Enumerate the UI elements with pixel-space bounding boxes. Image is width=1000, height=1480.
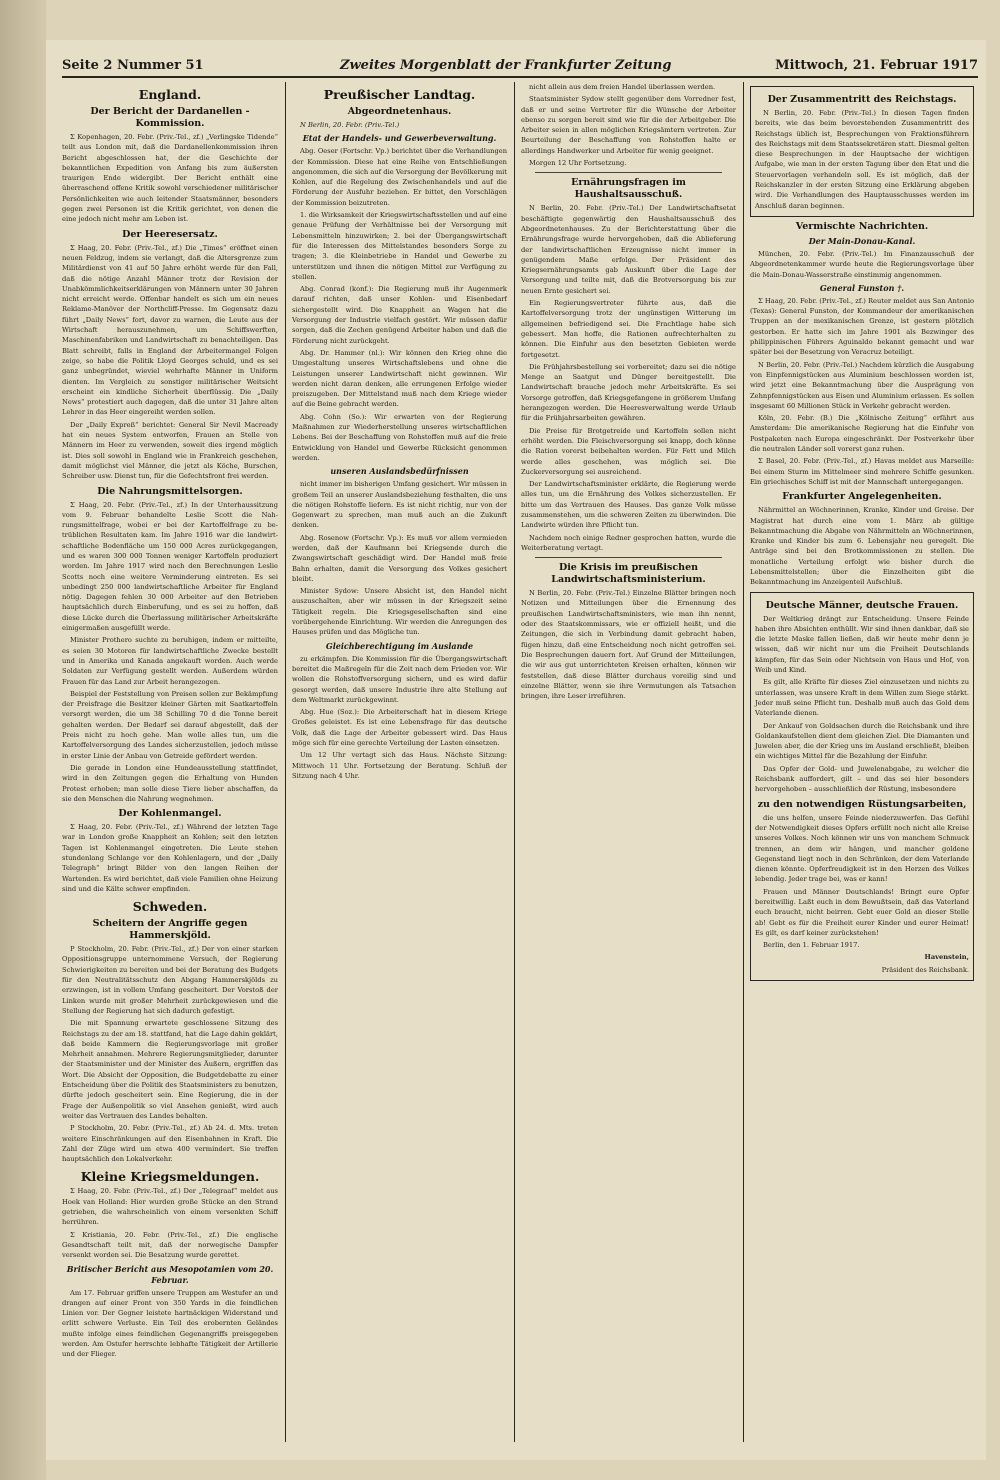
article-schweden-1: P Stockholm, 20. Febr. (Priv.-Tel., zf.) Der von einer starken Oppositionsgruppe unternommene Versuch, der Regierung Schwierigkeiten zu bereiten und bei der Beratung des Budgets für den Neutralitätsschutz den Abgang Hammerskjölds zu erzwingen, ist in vollem Umfang gescheitert. Der Vorstoß der Linken wurde mit großer Mehrheit zurückgewiesen und die Stellung der Regierung hat sich dadurch gefestigt. <box>62 945 278 1015</box>
article-kleine-1: Σ Haag, 20. Febr. (Priv.-Tel., zf.) Der „Telegraaf“ meldet aus Hoek van Holland: Hier wurden große Stücke an den Strand getrieben, die wahrscheinlich von einem versenkten Schiff herrühren. <box>62 1187 278 1227</box>
aufruf-3: Der Ankauf von Goldsachen durch die Reichsbank und ihre Goldankaufstellen dient dem gleichen Ziel. Die Diamanten und Juwelen aber, die der Krieg uns im Ausland erschließt, bleiben ein wichtiges Mittel für die Bezahlung der Einfuhr. <box>755 721 969 761</box>
heading-krisis: Die Krisis im preußischen Landwirtschaftsministerium. <box>551 562 706 586</box>
newspaper-title: Zweites Morgenblatt der Frankfurter Zeitung <box>340 58 672 73</box>
article-nahrung-3: Beispiel der Feststellung von Preisen sollen zur Bekämpfung der Preisfrage die Besitzer kleiner Gärten mit Saatkartoffeln versorgt werden, die um 38 Schilling 70 d die Tonne bereit gehalten werden. Der Bedarf sei darauf abgestellt, daß der Preis nicht zu hoch gehe. Man wolle alles tun, um die Kartoffelversorgung des Landes sicherzustellen, jedoch müsse in erster Linie der Anbau von Getreide gefördert werden. <box>62 689 278 760</box>
column-4 <box>750 82 974 1442</box>
article-sydow: Staatsminister Sydow stellt gegenüber dem Vorredner fest, daß er und seine Vertreter für die Wünsche der Arbeiter ebenso zu sorgen bereit sind wie für die der Arbeitgeber. Die Arbeiter seien in allen möglichen Kriegsämtern vertreten. Zur Beurteilung der Beschaffung von Rohstoffen halte er allerdings Handwerker und Arbeiter für wenig geeignet. <box>521 95 736 155</box>
heading-heeresersatz: Der Heeresersatz. <box>122 228 218 240</box>
divider <box>535 557 722 558</box>
article-ernaehrung-4: Die Preise für Brotgetreide und Kartoffeln sollen nicht erhöht werden. Die Fleischversorgung sei knapp, doch könne die Ration vorerst beibehalten werden. Für Fett und Milch werde alles geschehen, was möglich sei. Die Zuckerversorgung sei ausreichend. <box>521 426 736 476</box>
aufruf-6: Frauen und Männer Deutschlands! Bringt eure Opfer bereitwillig. Laßt euch in dem Bewußtsein, daß das Vaterland euch braucht, nicht beirren. Gebt euer Gold an dieser Stelle ab! Gebt es für die Freiheit eurer Kinder und eurer Heimat! Es gilt, es darf keiner zurückstehen! <box>755 887 969 937</box>
article-kohlenmangel: Σ Haag, 20. Febr. (Priv.-Tel., zf.) Während der letzten Tage war in London große Knappheit an Kohlen; seit den letzten Tagen ist Kohlenmangel eingetreten. Die Leute stehen stundenlang Schlange vor den Kohlenlagern, und der „Daily Telegraph“ bringt Bilder von den langen Reihen der Wartenden. Es wird berichtet, daß viele Familien ohne Heizung sind und die Kälte schwer empfinden. <box>62 823 278 893</box>
masthead-rule <box>62 76 978 78</box>
article-aluminium: N Berlin, 20. Febr. (Priv.-Tel.) Nachdem kürzlich die Ausgabung von Einpfennigstücken aus Aluminium beschlossen worden ist, wird jetzt eine Bekanntmachung über die Ausprägung von Zehnpfennigstücken aus Eisen und Aluminium erlassen. Es sollen insgesamt 60 Millionen Stück in Verkehr gebracht werden. <box>750 360 974 410</box>
heading-kleine-kriegsmeldungen: Kleine Kriegsmeldungen. <box>80 1169 260 1185</box>
heading-ruestungsarbeiten: zu den notwendigen Rüstungsarbeiten, <box>757 798 967 810</box>
aufruf-signature: Havenstein, <box>924 953 969 962</box>
heading-england: England. <box>138 87 202 102</box>
column-2 <box>292 82 507 1442</box>
issue-date: Mittwoch, 21. Februar 1917 <box>775 58 978 73</box>
article-heeresersatz-1: Σ Haag, 20. Febr. (Priv.-Tel., zf.) Die „Times“ eröffnet einen neuen Feldzug, indem sie verlangt, daß die Altersgrenze zum Militärdienst von 41 auf 50 Jahre erhöht werde für den Fall, daß die nötige Anzahl Männer trotz der Revision der Unabkömmlichkeitserklärungen von Männern unter 30 Jahren nicht erreicht werde. Offenbar handelt es sich um ein neues Reklame-Manöver der Northcliff-Presse. Im Gegensatz dazu führt „Daily News“ fort, davor zu warnen, die Leute aus der Wirtschaft herauszunehmen, um Schiffswerften, Maschinenfabriken und Landwirtschaft zu benachteiligen. Das Blatt schreibt, falls in England der Arbeitermangel Folgen zeige, so habe die Politik Lloyd Georges schuld, und es sei ganz unbegründet, wieviel wehrhafte Männer in Uniform dienten. Im Vergleich zu sonstiger militärischer Weitsicht erscheint ein kindliche Sicherheit überflüssig. Die „Daily News“ protestiert auch dagegen, daß die unter 31 Jahre alten Lehrer in das Heer eingereiht werden sollen. <box>62 243 278 417</box>
article-etat-4: Abg. Dr. Hammer (nl.): Wir können den Krieg ohne die Umgestaltung unseres Wirtschaftslebens und ohne die Leistungen unserer Landwirtschaft nicht gewinnen. Wir werden nicht daran denken, alle errungenen Erfolge wieder preiszugeben. Der Mittelstand muß nach dem Kriege wieder auf die Beine gebracht werden. <box>292 348 507 409</box>
article-nahrung-4: Die gerade in London eine Hundeausstellung stattfindet, wird in den Zeitungen gegen die Erhaltung von Hunden Protest erhoben; man solle diese Tiere lieber abschaffen, da sie den Menschen die Nahrung wegnehmen. <box>62 763 278 803</box>
heading-vermischte: Vermischte Nachrichten. <box>795 220 929 232</box>
article-krisis: N Berlin, 20. Febr. (Priv.-Tel.) Einzelne Blätter bringen noch Notizen und Mitteilungen über die Ernennung des preußischen Landwirtschaftsministers, wie man ihn nennt, oder des Staatskommissars, wie er offiziell heißt, und die Zeitungen, die sich in Verbindung damit gebracht haben, fügen hinzu, daß eine Entscheidung noch nicht getroffen sei. Die Besprechungen dauern fort. Auf Grund der Mitteilungen, die wir aus gut unterrichteten Kreisen erhalten, können wir feststellen, daß diese Blätter durchaus voreilig sind und einzelne Blätter, wenn sie ihre Vermutungen als Tatsachen bringen, ihre Leser irreführen. <box>521 589 736 701</box>
article-mesopotamien: Am 17. Februar griffen unsere Truppen am Westufer an und drangen auf einer Front von 350 Yards in die feindlichen Linien vor. Der Gegner leistete hartnäckigen Widerstand und erlitt schwere Verluste. Ein Teil des erobernten Geländes mußte infolge eines feindlichen Gegenangriffs preisgegeben werden. Am Ostufer herrschte lebhafte Tätigkeit der Artillerie und der Flieger. <box>62 1288 278 1359</box>
article-nahrung-1: Σ Haag, 20. Febr. (Priv.-Tel., zf.) In der Unterhaussitzung vom 9. Februar behandelte Leslie Scott die Nahrungsmittelfrage, wobei er bei der Kartoffelfrage zu betrüblichen Resultaten kam. Im Jahre 1916 war die landwirtschaftliche Bodenfläche um 150 000 Acres zurückgegangen, und es waren 300 000 Tonnen weniger Kartoffeln produziert worden. Im Jahre 1917 wird nach den Berechnungen Leslie Scotts noch eine weitere Verminderung eintreten. Es sei unbedingt 250 000 landwirtschaftliche Arbeiter für England nötig. Dagegen fehlen 30 000 Arbeiter auf den Betrieben hauptsächlich durch Einberufung, und es sei zu hoffen, daß diese Lücke durch die Überlassung militärischer Arbeitskräfte einigermaßen ausgefüllt werde. <box>62 500 278 633</box>
heading-schweden: Schweden. <box>132 899 208 915</box>
article-funston: Σ Haag, 20. Febr. (Priv.-Tel., zf.) Reuter meldet aus San Antonio (Texas): General Funston, der Kommandeur der amerikanischen Truppen an der mexikanischen Grenze, ist gestern plötzlich gestorben. Er hatte sich im Jahre 1901 als Bezwinger des philippinischen Führers Aguinaldo bekannt gemacht und war später bei der Besetzung von Veracruz beteiligt. <box>750 296 974 357</box>
article-ernaehrung-3: Die Frühjahrsbestellung sei vorbereitet; dazu sei die nötige Menge an Saatgut und Dünger bereitgestellt. Die Landwirtschaft brauche jedoch mehr Arbeitskräfte. Es sei Vorsorge getroffen, daß Kriegsgefangene in größerem Umfang herangezogen werden. Die Heeresverwaltung werde Urlaub für die Frühjahrsarbeiten gewähren. <box>521 362 736 423</box>
aufruf-2: Es gilt, alle Kräfte für dieses Ziel einzusetzen und nichts zu unterlassen, was unsere Kraft in dem Willen zum Siege stärkt. Jeder muß seine Pflicht tun. Deshalb muß auch das Gold dem Vaterlande dienen. <box>755 678 969 718</box>
article-ernaehrung-6: Nachdem noch einige Redner gesprochen hatten, wurde die Weiterberatung vertagt. <box>521 533 736 552</box>
book-binding <box>0 0 46 1480</box>
article-heeresersatz-2: Der „Daily Expreß“ berichtet: General Sir Nevil Macready hat ein neues System entworfen, Frauen an Stelle von Männern im Heer zu verwenden, soweit dies irgend möglich ist. Dies soll sowohl in England wie in Frankreich geschehen, damit möglichst viel Männer, die jetzt als Köche, Burschen, Schreiber usw. Dienst tun, für die Gefechtsfront frei werden. <box>62 420 278 481</box>
dateline: N Berlin, 20. Febr. (Priv.-Tel.) <box>300 121 400 129</box>
article-etat-8: Minister Sydow: Unsere Absicht ist, den Handel nicht auszuschalten, aber wir müssen in der Kriegszeit seine Tätigkeit regeln. Die Kriegsgesellschaften sind eine vorübergehende Einrichtung. Wir werden die Anregungen des Hauses prüfen und das Mögliche tun. <box>292 587 507 637</box>
article-schweden-2: Die mit Spannung erwartete geschlossene Sitzung des Reichstags zu der am 18. stattfand, hat die Lage dahin geklärt, daß beide Kammern die Regierungsvorlage mit großer Mehrheit annahmen. Mehrere Regierungsmitglieder, darunter der Staatsminister und der Minister des Äußern, ergriffen das Wort. Die Absicht der Opposition, die Budgetdebatte zu einer Entscheidung über die Politik des Staatsministers zu benutzen, dürfte jedoch gescheitert sein. Eine Regierung, die in der Frage der Außenpolitik so viel Ansehen genießt, wird auch weiter das Vertrauen des Landes behalten. <box>62 1019 278 1120</box>
article-etat-10: Abg. Hue (Soz.): Die Arbeiterschaft hat in diesem Kriege Großes geleistet. Es ist eine Lebensfrage für das deutsche Volk, daß die Lage der Arbeiter gebessert wird. Das Haus möge sich für eine gerechte Verteilung der Lasten einsetzen. <box>292 708 507 748</box>
article-dardanellen: Σ Kopenhagen, 20. Febr. (Priv.-Tel., zf.) „Verlingske Tidende“ teilt aus London mit, daß die Dardanellenkommission ihren Bericht abgeschlossen hat, der die Geschichte der bekanntlichen Expedition von Anfang bis zum äußersten traurigen Ende widergibt. Der Bericht enthält eine überraschend offene Kritik sowohl verschiedener militärischer Persönlichkeiten wie auch leitender Staatsmänner, besonders gegen zwei Personen ist die Kritik gerichtet, von denen die eine jedoch nicht mehr am Leben ist. <box>62 133 278 224</box>
heading-funston: General Funston †. <box>819 282 905 293</box>
heading-nahrungsmittelsorgen: Die Nahrungsmittelsorgen. <box>97 485 243 497</box>
aufruf-signature-title: Präsident des Reichsbank. <box>881 965 969 974</box>
column-1 <box>62 82 278 1442</box>
article-ernaehrung-5: Der Landwirtschaftsminister erklärte, die Regierung werde alles tun, um die Ernährung des Volkes sicherzustellen. Er bitte um das Vertrauen des Hauses. Das ganze Volk müsse zusammenstehen, um die schweren Zeiten zu überwinden. Die Landwirte würden ihre Pflicht tun. <box>521 480 736 530</box>
article-etat-5: Abg. Cohn (So.): Wir erwarten von der Regierung Maßnahmen zur Wiederherstellung unseres wirtschaftlichen Lebens. Bei der Beschaffung von Rohstoffen muß auf die freie Entwicklung von Handel und Gewerbe Rücksicht genommen werden. <box>292 412 507 462</box>
article-continuation: nicht allein aus dem freien Handel überlassen werden. <box>529 83 716 91</box>
aufruf-4: Das Opfer der Gold- und Juwelenabgabe, zu welcher die Reichsbank auffordert, gilt – und das sei hier besonders hervorgehoben – ausschließlich der Rüstung, insbesondere <box>755 764 969 794</box>
subheading-gleichberechtigung: Gleichberechtigung im Auslande <box>325 640 474 651</box>
article-etat-7: Abg. Rosenow (Fortschr. Vp.): Es muß vor allem vermieden werden, daß der Kaufmann bei Kriegsende durch die Zwangswirtschaft geschädigt wird. Der Handel muß freie Bahn erhalten, damit die Versorgung des Volkes gesichert bleibt. <box>292 533 507 583</box>
article-etat-11: Um 12 Uhr vertagt sich das Haus. Nächste Sitzung: Mittwoch 11 Uhr. Fortsetzung der Beratung. Schluß der Sitzung nach 4 Uhr. <box>292 751 507 780</box>
article-schweden-3: P Stockholm, 20. Febr. (Priv.-Tel., zf.) Ab 24. d. Mts. treten weitere Einschränkungen auf den Eisenbahnen in Kraft. Die Zahl der Züge wird um etwa 400 vermindert. Sie treffen hauptsächlich den Lokalverkehr. <box>62 1124 278 1164</box>
article-etat-1: Abg. Oeser (Fortschr. Vp.) berichtet über die Verhandlungen der Kommission. Diese hat eine Reihe von Entschließungen angenommen, die sich auf die Versorgung der Bevölkerung mit Kohlen, auf die Regelung des Zwischenhandels und auf die Förderung der Ausfuhr beziehen. Er bittet, den Vorschlägen der Kommission beizutreten. <box>292 147 507 207</box>
box-aufruf <box>750 592 974 982</box>
column-rule-3 <box>743 82 744 1442</box>
page-number: Seite 2 Nummer 51 <box>62 58 204 73</box>
article-etat-6: nicht immer im bisherigen Umfang gesichert. Wir müssen in großem Teil an unserer Auslandsbeziehung festhalten, die uns die nötigen Rohstoffe liefern. Es ist nicht richtig, nur von der Gegenwart zu sprechen, man muß auch an die Zukunft denken. <box>292 480 507 530</box>
column-rule-2 <box>514 82 515 1442</box>
heading-mesopotamien: Britischer Bericht aus Mesopotamien vom 20. Februar. <box>66 1263 274 1285</box>
aufruf-date: Berlin, den 1. Februar 1917. <box>763 941 860 950</box>
article-reichstag: N Berlin, 20. Febr. (Priv.-Tel.) In diesen Tagen finden bereits, wie das beim bevorstehenden Zusammentritt des Reichstags üblich ist, Besprechungen von Fraktionsführern des Reichstags mit dem Staatssekretären statt. Diesmal gelten diese Besprechungen in der Hauptsache der wichtigen Aufgabe, wie man in der ersten Tagung über den Etat und die Steuervorlagen verhandeln soll. Es ist möglich, daß der Reichskanzler in der ersten Sitzung eine Erklärung abgeben wird. Die Verhandlungen des Hauptausschusses werden im Anschluß daran beginnen. <box>755 109 969 210</box>
article-basel: Σ Basel, 20. Febr. (Priv.-Tel., zf.) Havas meldet aus Marseille: Bei einem Sturm im Mittelmeer sind mehrere Schiffe gesunken. Ein griechisches Schiff ist mit der Mannschaft untergegangen. <box>750 457 974 486</box>
heading-kanal: Der Main-Donau-Kanal. <box>808 235 916 246</box>
article-ernaehrung-2: Ein Regierungsvertreter führte aus, daß die Kartoffelversorgung trotz der ungünstigen Witterung im allgemeinen befriedigend sei. Die Frachtlage habe sich gebessert. Man hoffe, die Rationen aufrechterhalten zu können. Die Einfuhr aus den besetzten Gebieten werde fortgesetzt. <box>521 299 736 359</box>
masthead <box>62 58 978 78</box>
article-vertagt: Morgen 12 Uhr Fortsetzung. <box>529 159 627 168</box>
heading-abgeordnetenhaus: Abgeordnetenhaus. <box>347 106 452 117</box>
heading-hammerskjoeld: Scheitern der Angriffe gegen Hammerskjöld. <box>92 918 248 942</box>
heading-etat: Etat der Handels- und Gewerbeverwaltung. <box>302 133 497 144</box>
heading-reichstag: Der Zusammentritt des Reichstags. <box>767 94 957 105</box>
heading-ernaehrungsfragen: Ernährungsfragen im Haushaltsausschuß. <box>571 177 686 201</box>
aufruf-5: die uns helfen, unsere Feinde niederzuwerfen. Das Gefühl der Notwendigkeit dieses Opfers erfüllt noch nicht alle Kreise unseres Volkes. Noch können wir uns von manchem Schmuck trennen, an dem wir hängen, und mancher goldene Gegenstand liegt noch in den Schränken, der dem Vaterlande dienen könnte. Opferfreudigkeit ist in den Herzen des Volkes lebendig. Jeder trage bei, was er kann! <box>755 813 969 884</box>
subheading-auslandsbedarf: unseren Auslandsbedürfnissen <box>330 466 469 477</box>
article-etat-3: Abg. Conrad (konf.): Die Regierung muß ihr Augenmerk darauf richten, daß unser Kohlen- und Eisenbedarf sichergestellt wird. Die Knappheit an Wagen hat die Versorgung der Industrie vielfach gestört. Wir müssen dafür sorgen, daß die Zechen genügend Arbeiter haben und daß die Förderung nicht zurückgeht. <box>292 285 507 345</box>
heading-kohlenmangel: Der Kohlenmangel. <box>118 808 222 820</box>
article-ernaehrung-1: N Berlin, 20. Febr. (Priv.-Tel.) Der Landwirtschaftsetat beschäftigte gegenwärtig den Haushaltsausschuß des Abgeordnetenhauses. Zu der Berichterstattung über die Ernährungsfrage wurde hervorgehoben, daß die Ablieferung der landwirtschaftlichen Erzeugnisse nicht immer in genügendem Maße erfolge. Der Präsident des Kriegsernährungsamts gab Auskunft über die Lage der Versorgung und teilte mit, daß die Brotversorgung bis zur neuen Ernte gesichert sei. <box>521 204 736 295</box>
heading-dardanellen: Der Bericht der Dardanellen - Kommission. <box>90 106 250 129</box>
heading-frankfurter-angelegenheiten: Frankfurter Angelegenheiten. <box>782 491 942 503</box>
heading-landtag: Preußischer Landtag. <box>323 87 476 102</box>
box-reichstag <box>750 86 974 217</box>
article-nahrung-2: Minister Prothero suchte zu beruhigen, indem er mitteilte, es seien 30 Motoren für landwirtschaftliche Zwecke bestellt und in Amerika und Kanada angekauft worden. Auch werde Soldaten zur Verfügung gestellt werden. Außerdem würden Frauen für das Land zur Arbeit herangezogen. <box>62 636 278 686</box>
article-kanal: München, 20. Febr. (Priv.-Tel.) Im Finanzausschuß der Abgeordnetenkammer wurde heute die Regierungsvorlage über die Main-Donau-Wasserstraße einstimmig angenommen. <box>750 249 974 279</box>
aufruf-1: Der Weltkrieg drängt zur Entscheidung. Unsere Feinde haben ihre Absichten enthüllt. Wir sind ihnen dankbar, daß sie die letzte Maske fallen ließen, daß wir heute mehr denn je wissen, daß wir nicht nur um die Freiheit Deutschlands kämpfen, für das Sein oder Nichtsein von Haus und Hof, von Weib und Kind. <box>755 614 969 675</box>
article-etat-2: 1. die Wirksamkeit der Kriegswirtschaftsstellen und auf eine genaue Prüfung der Verhältnisse bei der Versorgung mit Lebensmitteln hinzuwirken; 2. bei der Übergangswirtschaft für die Interessen des Mittelstandes besonders Sorge zu tragen; 3. die Kleinbetriebe in Handel und Gewerbe zu unterstützen und ihnen die nötigen Mittel zur Verfügung zu stellen. <box>292 211 507 281</box>
column-rule-1 <box>285 82 286 1442</box>
divider <box>535 172 722 173</box>
article-etat-9: zu erkämpfen. Die Kommission für die Übergangswirtschaft bereitet die Maßregeln für die Zeit nach dem Frieden vor. Wir wollen die Rohstoffversorgung sichern, und es wird dafür gesorgt werden, daß unsere Industrie ihre alte Stellung auf dem Weltmarkt zurückgewinnt. <box>292 654 507 704</box>
article-kleine-2: Σ Kristiania, 20. Febr. (Priv.-Tel., zf.) Die englische Gesandtschaft teilt mit, daß der norwegische Dampfer versenkt worden sei. Die Besatzung wurde gerettet. <box>62 1230 278 1260</box>
heading-aufruf: Deutsche Männer, deutsche Frauen. <box>765 599 959 611</box>
column-3 <box>521 82 736 1442</box>
article-angelegenheiten: Nährmittel an Wöchnerinnen, Kranke, Kinder und Greise. Der Magistrat hat durch eine vom 1. März ab gültige Bekanntmachung die Abgabe von Nährmitteln an Wöchnerinnen, Kranke und Kinder bis zum 6. Lebensjahr neu geregelt. Die Anträge sind bei den Brotkommissionen zu stellen. Die monatliche Verteilung erfolgt wie bisher durch die Lebensmittelstellen; über die Einzelheiten gibt die Bekanntmachung im Anzeigenteil Aufschluß. <box>750 506 974 587</box>
article-koeln: Köln, 20. Febr. (B.) Die „Kölnische Zeitung“ erfährt aus Amsterdam: Die amerikanische Regierung hat die Einfuhr von Postpaketen nach Europa eingeschränkt. Der Postverkehr über die neutralen Länder soll vorerst ganz ruhen. <box>750 414 974 454</box>
